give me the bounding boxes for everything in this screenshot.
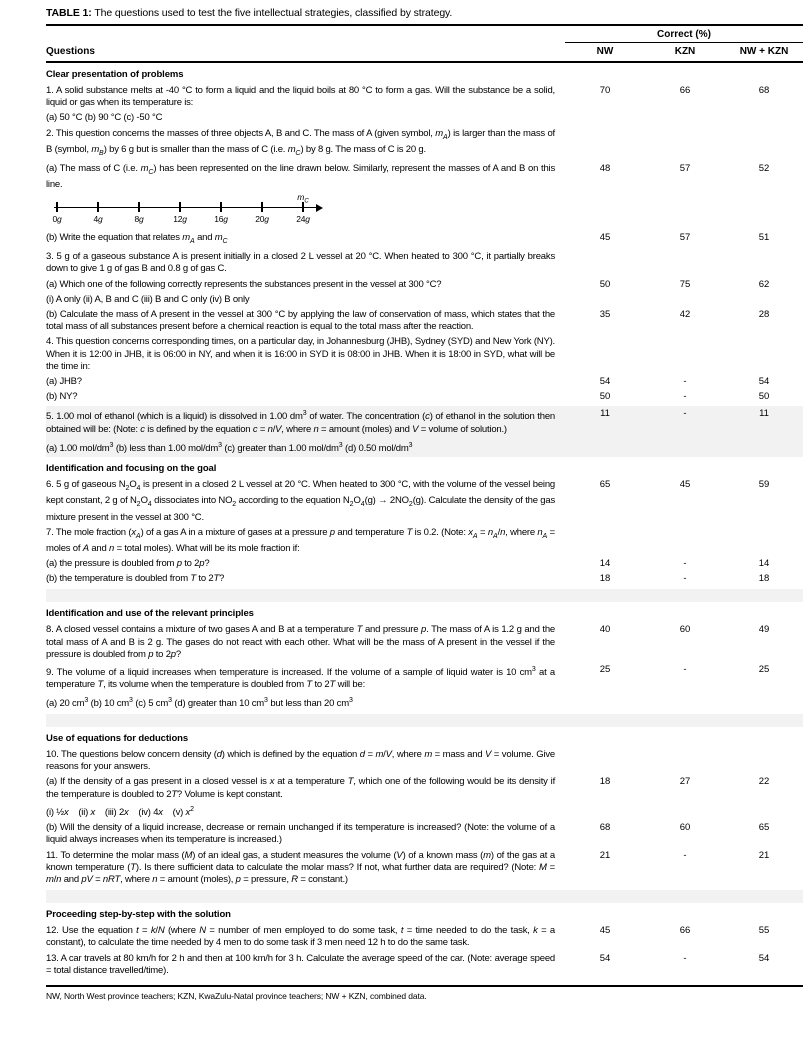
section-heading: Clear presentation of problems [46, 69, 184, 80]
question-text: (i) A only (ii) A, B and C (iii) B and C only (iv) B only [46, 293, 250, 305]
column-header-kzn: KZN [674, 46, 696, 57]
value-nw-kzn: 54 [758, 376, 770, 388]
value-nw-kzn: 49 [758, 624, 770, 636]
table-row [46, 624, 803, 661]
question-text: (a) the pressure is doubled from p to 2p? [46, 558, 210, 570]
question-text: (a) Which one of the following correctly represents the substances present in the vessel at 300 °C? [46, 278, 442, 290]
table-row [46, 309, 803, 333]
question-text: 3. 5 g of a gaseous substance A is present initially in a closed 2 L vessel at 20 °C. When heated to 300 °C, it partially breaks down to give 1 g of gas B and 0.8 g of gas C. [46, 251, 555, 275]
table-row [46, 850, 803, 887]
table-row [46, 925, 803, 949]
value-kzn: - [683, 558, 687, 570]
number-line-axis [54, 207, 316, 208]
table-row [46, 112, 803, 124]
number-line-tick [138, 202, 140, 212]
value-kzn: 57 [679, 162, 691, 174]
value-nw: 21 [599, 849, 611, 861]
value-nw: 14 [599, 558, 611, 570]
value-kzn: - [683, 849, 687, 861]
table-row [46, 527, 803, 555]
value-nw-kzn: 25 [758, 664, 770, 676]
question-text: (b) Will the density of a liquid increase, decrease or remain unchanged if its temperature is increased? (Note: the volume of a liquid always increases when its temperature is increased.) [46, 822, 555, 846]
value-nw: 40 [599, 624, 611, 636]
value-nw-kzn: 55 [758, 925, 770, 937]
value-nw-kzn: 59 [758, 479, 770, 491]
value-nw-kzn: 28 [758, 309, 770, 320]
correct-group-label: Correct (%) [565, 29, 803, 43]
mass-c-marker: $m_C$ [297, 192, 309, 205]
table-row [46, 664, 803, 692]
value-kzn: - [683, 664, 687, 676]
table-row [46, 85, 803, 109]
table-row [46, 336, 803, 373]
table-row [46, 232, 803, 248]
value-nw: 11 [600, 408, 610, 420]
question-text: (a) 50 °C (b) 90 °C (c) -50 °C [46, 112, 163, 124]
question-text: 11. To determine the molar mass (M) of an ideal gas, a student measures the volume (V) of a known mass (m) of the gas at a known temperature (T). Is there sufficient data to calculate the molar mass? If not, what further data are required? (Note: M = m/n and pV = nRT, where n = amount (moles), p = pressure, R = constant.) [46, 849, 555, 885]
value-kzn: 42 [679, 309, 691, 320]
table-title-label: TABLE 1: [46, 7, 92, 19]
table-row [46, 558, 803, 570]
number-line-tick-label: 20g [255, 214, 269, 225]
number-line-tick [220, 202, 222, 212]
table-body [46, 69, 803, 987]
value-kzn: 57 [679, 232, 691, 244]
column-header-nw: NW [596, 46, 614, 57]
question-text: 4. This question concerns corresponding times, on a particular day, in Johannesburg (JHB), Sydney (SYD) and New York (NY). When it is 12:00 in JHB, it is 06:00 in NY, and when it is 16:00 in SYD it is 08:00 in JHB. When it is 18:00 in SYD, what will be the time in: [46, 336, 555, 372]
value-nw: 45 [599, 925, 611, 937]
section-spacer-band [46, 714, 803, 727]
table-row [46, 163, 803, 191]
section-heading: Identification and use of the relevant principles [46, 608, 254, 620]
value-kzn: - [683, 376, 687, 388]
value-kzn: 60 [679, 822, 691, 834]
value-nw-kzn: 18 [758, 573, 770, 585]
table-row [46, 391, 803, 403]
column-header-row [46, 43, 803, 63]
value-nw: 65 [599, 479, 611, 491]
value-nw: 48 [599, 162, 611, 174]
number-line-tick [56, 202, 58, 212]
value-nw: 35 [599, 309, 611, 320]
number-line-tick-label: 16g [214, 214, 228, 225]
value-nw-kzn: 21 [758, 849, 770, 861]
value-nw-kzn: 14 [758, 558, 770, 570]
table-row [46, 573, 803, 585]
value-kzn: - [683, 408, 687, 420]
number-line-arrowhead [316, 204, 323, 212]
question-text: 13. A car travels at 80 km/h for 2 h and then at 100 km/h for 3 h. Calculate the average speed of the car. (Note: average speed = total distance travelled/time). [46, 952, 555, 976]
question-text: 12. Use the equation t = k/N (where N = number of men employed to do some task, t = time needed to do the task, k = a constant), to calculate the time needed by 4 men to do some task if 3 men need 12 h to do the same task. [46, 925, 556, 949]
number-line-tick-label: 4g [93, 214, 103, 225]
value-nw: 25 [599, 664, 611, 676]
value-kzn: 75 [679, 278, 691, 290]
question-text: (a) 1.00 mol/$dm^3$ (b) less than 1.00 mol/$dm^3$ (c) greater than 1.00 mol/$dm^3$ (d) 0.50 mol/$dm^3$ [46, 441, 413, 455]
value-kzn: - [683, 573, 687, 585]
table-row [46, 438, 803, 457]
value-nw: 50 [599, 278, 611, 290]
value-nw-kzn: 11 [759, 408, 769, 420]
question-text: (b) the temperature is doubled from T to 2T? [46, 573, 225, 585]
value-kzn: 66 [679, 925, 691, 937]
question-text: 1. A solid substance melts at -40 °C to form a liquid and the liquid boils at 80 °C to form a gas. Will the substance be a solid, liquid or gas when its temperature is: [46, 85, 555, 109]
value-nw-kzn: 62 [758, 278, 770, 290]
table-title-text: The questions used to test the five intellectual strategies, classified by strategy. [94, 7, 453, 19]
table-row [46, 279, 803, 291]
value-nw-kzn: 50 [758, 391, 770, 403]
question-text: 7. The mole fraction $(x_A)$ of a gas A in a mixture of gases at a pressure p and temperature T is 0.2. (Note: $x_A = n_A/n$, where $n_A$ = moles of A and n = total moles). What will be its mole fraction if: [46, 526, 556, 554]
section-heading: Identification and focusing on the goal [46, 463, 217, 475]
question-text: (a) If the density of a gas present in a closed vessel is x at a temperature T, which one of the following would be its density if the temperature is doubled to 2T? Volume is kept constant. [46, 776, 556, 800]
value-nw: 70 [599, 85, 611, 96]
value-nw: 54 [599, 952, 611, 964]
question-text: 5. 1.00 mol of ethanol (which is a liquid) is dissolved in 1.00 $dm^3$ of water. The concentration (c) of ethanol in the solution then obtained will be: (Note: c is defined by the equation c = n/V, where n = amount (moles) and V = volume of solution.) [46, 410, 555, 435]
value-nw: 68 [599, 822, 611, 834]
table-row [46, 294, 803, 306]
value-nw: 45 [599, 232, 611, 244]
table-row [46, 406, 803, 438]
value-kzn: - [683, 952, 687, 964]
value-nw-kzn: 65 [758, 822, 770, 834]
correct-group-row [46, 26, 803, 43]
table-footnote: NW, North West province teachers; KZN, KwaZulu-Natal province teachers; NW + KZN, combined data. [46, 990, 427, 1001]
number-line-tick-label: 0g [52, 214, 62, 225]
table-row [46, 128, 803, 160]
question-text: (b) Calculate the mass of A present in the vessel at 300 °C by applying the law of conservation of mass, which states that the total mass of all substances present before a chemical reaction is equal to the total mass after the reaction. [46, 309, 555, 333]
value-nw-kzn: 51 [758, 232, 770, 244]
number-line-tick [179, 202, 181, 212]
number-line-tick-label: 8g [134, 214, 144, 225]
column-header-questions: Questions [46, 46, 95, 57]
table-row [46, 776, 803, 800]
value-kzn: 60 [679, 624, 691, 636]
table-row [46, 804, 803, 819]
value-kzn: 27 [679, 776, 691, 788]
section-heading: Proceeding step-by-step with the solution [46, 909, 231, 921]
value-nw-kzn: 52 [758, 162, 770, 174]
column-header-nw-kzn: NW + KZN [739, 46, 789, 57]
table-row [46, 695, 803, 710]
question-text: (a) JHB? [46, 376, 82, 388]
table-row [46, 953, 803, 977]
question-text: (a) The mass of C (i.e. $m_C$) has been represented on the line drawn below. Similarly, represent the masses of A and B on this line. [46, 162, 555, 190]
number-line-tick-label: 12g [173, 214, 187, 225]
number-line-tick [261, 202, 263, 212]
table-title [46, 7, 803, 19]
question-text: 10. The questions below concern density (d) which is defined by the equation d = m/V, where m = mass and V = volume. Give reasons for your answers. [46, 748, 555, 773]
table-row [46, 479, 803, 523]
value-nw: 50 [599, 391, 611, 403]
value-nw-kzn: 68 [758, 85, 770, 96]
question-text: (i) ½x (ii) x (iii) 2x (iv) 4x (v) $x^2$ [46, 805, 194, 818]
value-kzn: 45 [679, 479, 691, 491]
question-text: 6. 5 g of gaseous $N_2O_4$ is present in a closed 2 L vessel at 20 °C. When heated to 300 °C, with the volume of the vessel being kept constant, 2 g of $N_2O_4$ dissociates into $NO_2$ according to the equation $N_2O_4(g) \to 2NO_2(g)$. Calculate the density of the gas mixture present in the vessel at 300 °C. [46, 479, 555, 523]
question-text: (a) 20 $cm^3$ (b) 10 $cm^3$ (c) 5 $cm^3$ (d) greater than 10 $cm^3$ but less than 20 $cm^3$ [46, 696, 353, 709]
table-row [46, 822, 803, 846]
section-spacer-band [46, 890, 803, 903]
section-spacer-band [46, 589, 803, 602]
table-row [46, 376, 803, 388]
question-text: 8. A closed vessel contains a mixture of two gases A and B at a temperature T and pressure p. The mass of A is 1.2 g and the total mass of A and B is 2 g. The gases do not react with each other. What will be the mass of A present in the vessel if the pressure is doubled from p to 2p? [46, 624, 555, 660]
question-text: 9. The volume of a liquid increases when temperature is increased. If the volume of a sample of liquid water is 10 $cm^3$ at a temperature T, its volume when the temperature is doubled from T to 2T will be: [46, 666, 555, 691]
value-nw: 54 [599, 376, 611, 388]
value-nw-kzn: 54 [758, 952, 770, 964]
value-nw: 18 [599, 573, 611, 585]
value-kzn: - [683, 391, 687, 403]
mass-number-line [54, 194, 338, 228]
value-nw-kzn: 22 [758, 776, 770, 788]
value-kzn: 66 [679, 85, 691, 96]
number-line-tick [97, 202, 99, 212]
table-row [46, 251, 803, 275]
question-text: (b) Write the equation that relates $m_A$ and $m_C$ [46, 232, 228, 245]
question-text: 2. This question concerns the masses of three objects A, B and C. The mass of A (given symbol, $m_A$) is larger than the mass of B (symbol, $m_B$) by 6 g but is smaller than the mass of C (i.e. $m_C$) by 8 g. The mass of C is 20 g. [46, 127, 555, 157]
value-nw: 18 [599, 776, 611, 788]
number-line-tick-label: 24g [296, 214, 310, 225]
question-text: (b) NY? [46, 391, 78, 403]
table-header [46, 24, 803, 63]
section-heading: Use of equations for deductions [46, 732, 189, 744]
table-row [46, 749, 803, 773]
